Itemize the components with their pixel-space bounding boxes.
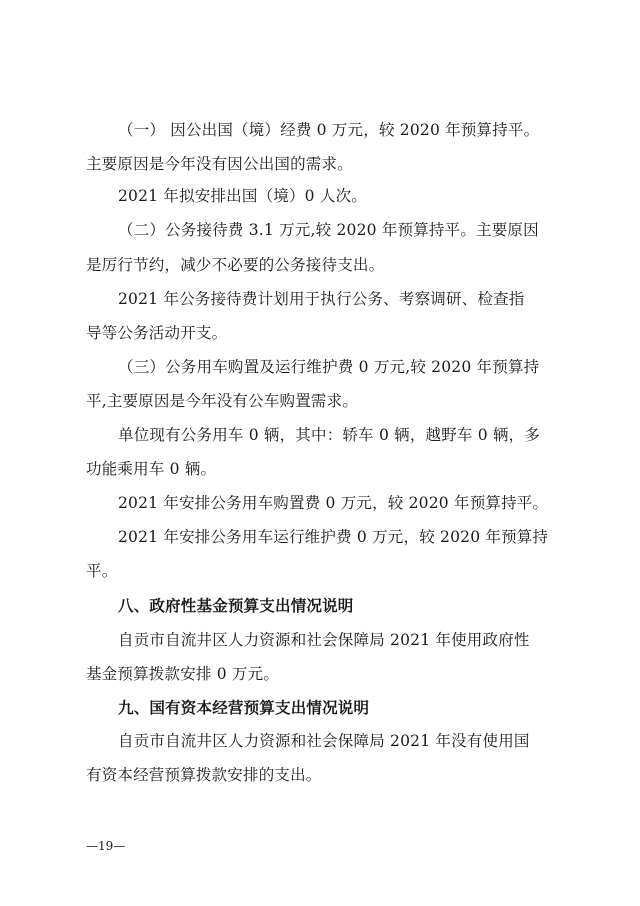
paragraph-line: 导等公务活动开支。 <box>86 324 228 342</box>
page-number: —19— <box>86 839 126 853</box>
paragraph-line: 基金预算拨款安排 0 万元。 <box>86 665 280 683</box>
paragraph-line: 单位现有公务用车 0 辆，其中：轿车 0 辆，越野车 0 辆，多 <box>118 426 541 444</box>
paragraph-line: 2021 年安排公务用车购置费 0 万元，较 2020 年预算持平。 <box>118 494 549 512</box>
paragraph-line: （一） 因公出国（境）经费 0 万元，较 2020 年预算持平。 <box>118 121 540 139</box>
paragraph-line: 有资本经营预算拨款安排的支出。 <box>86 766 322 784</box>
paragraph-line: 平,主要原因是今年没有公车购置需求。 <box>86 392 359 410</box>
paragraph-line: 2021 年安排公务用车运行维护费 0 万元，较 2020 年预算持 <box>118 528 549 546</box>
paragraph-line: 主要原因是今年没有因公出国的需求。 <box>86 155 353 173</box>
paragraph-line: 平。 <box>86 562 118 580</box>
paragraph-line: 2021 年公务接待费计划用于执行公务、考察调研、检查指 <box>118 290 525 308</box>
paragraph-line: 2021 年拟安排出国（境）0 人次。 <box>118 187 367 205</box>
paragraph-line: 自贡市自流井区人力资源和社会保障局 2021 年使用政府性 <box>118 631 530 649</box>
section-heading: 八、政府性基金预算支出情况说明 <box>118 597 354 615</box>
paragraph-line: 功能乘用车 0 辆。 <box>86 460 217 478</box>
paragraph-line: 自贡市自流井区人力资源和社会保障局 2021 年没有使用国 <box>118 732 530 750</box>
paragraph-line: （二）公务接待费 3.1 万元,较 2020 年预算持平。主要原因 <box>118 221 539 239</box>
paragraph-line: 是厉行节约，减少不必要的公务接待支出。 <box>86 256 385 274</box>
paragraph-line: （三）公务用车购置及运行维护费 0 万元,较 2020 年预算持 <box>118 358 540 376</box>
section-heading: 九、国有资本经营预算支出情况说明 <box>118 699 370 717</box>
